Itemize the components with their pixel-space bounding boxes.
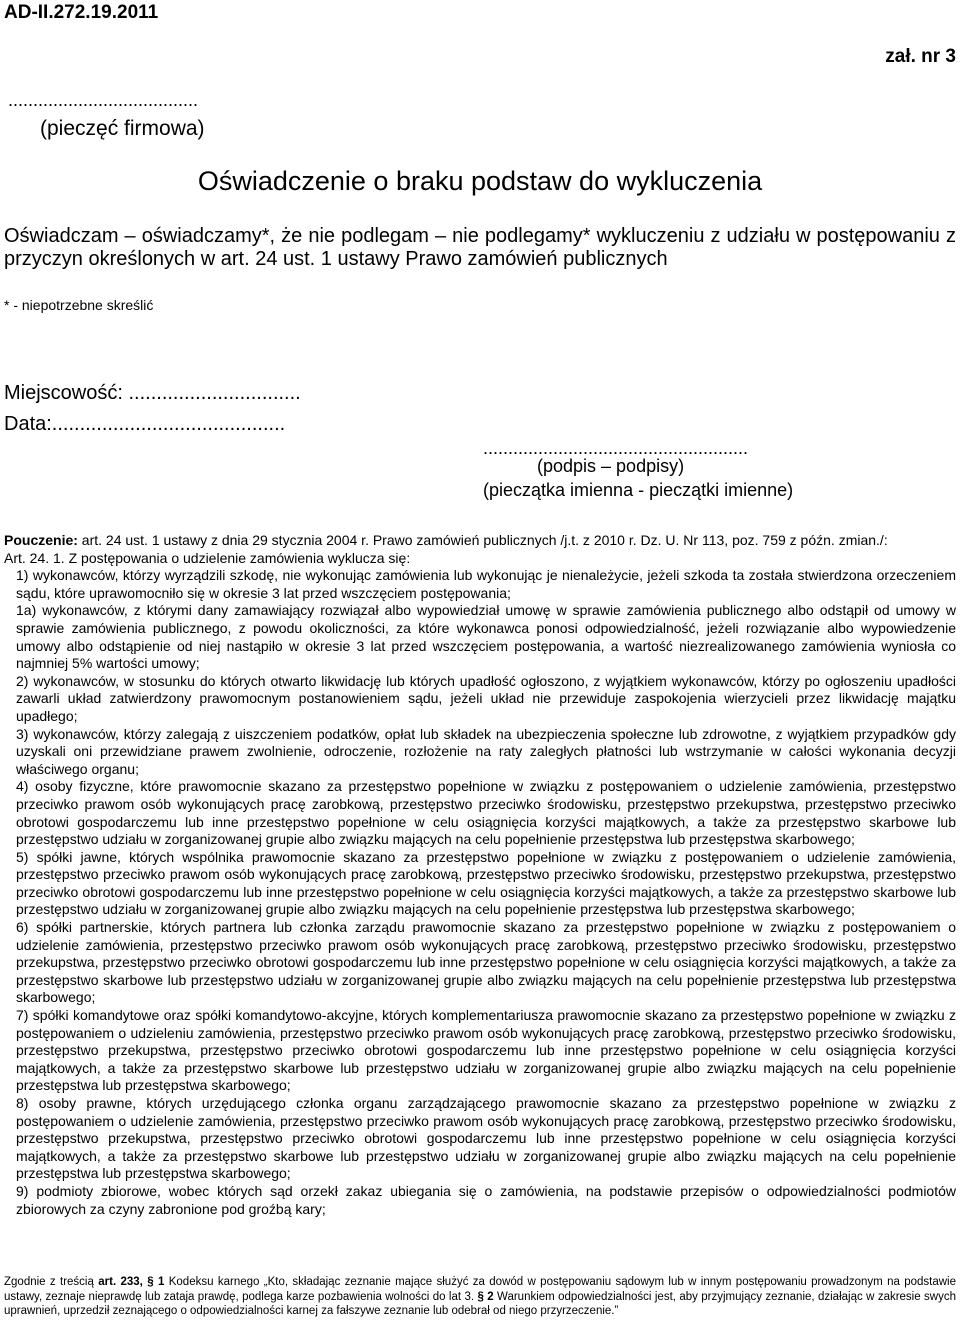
company-stamp-label: (pieczęć firmowa) <box>40 117 205 140</box>
signature-label: (podpis – podpisy) <box>537 456 685 476</box>
list-item: 8) osoby prawne, których urzędującego członka organu zarządzającego prawomocnie skazano za przestępstwo popełnione w związku z postępowaniem o udzielenie zamówienia, przestępstwo przeciwko prawom osób wykonujących pracę zarobkową, przestępstwo przeciwko środowisku, przestępstwo przekupstwa, przestępstwo przeciwko obrotowi gospodarczemu lub inne przestępstwo popełnione w celu osiągnięcia korzyści majątkowych, a także za przestępstwo skarbowe lub przestępstwo udziału w zorganizowanej grupie albo związku mających na celu popełnienie przestępstwa lub przestępstwa skarbowego; <box>16 1095 956 1182</box>
list-item: 6) spółki partnerskie, których partnera lub członka zarządu prawomocnie skazano za przestępstwo popełnione w związku z postępowaniem o udzielenie zamówienia, przestępstwo przeciwko prawom osób wykonujących pracę zarobkową, przestępstwo przeciwko środowisku, przestępstwo przekupstwa, przestępstwo przeciwko obrotowi gospodarczemu lub inne przestępstwo popełnione w celu osiągnięcia korzyści majątkowych, a także za przestępstwo skarbowe lub przestępstwo udziału w zorganizowanej grupie albo związku mających na celu popełnienie przestępstwa lub przestępstwa skarbowego; <box>16 919 956 1006</box>
footer-text-2: Warunkiem odpowiedzialności jest, aby przyjmujący zeznanie, działając w zakresie swych uprawnień, uprzedził zeznającego o odpowiedzialności karnej za fałszywe zeznanie lub odebrał od niego przyrzeczenie.” <box>4 1290 956 1317</box>
pouczenie-text: art. 24 ust. 1 ustawy z dnia 29 stycznia 2004 r. Prawo zamówień publicznych /j.t. z 2010 r. Dz. U. Nr 113, poz. 759 z późn. zmian./: <box>81 532 888 548</box>
date-field: Data:.......................................... <box>4 413 286 435</box>
name-stamp-label: (pieczątka imienna - pieczątki imienne) <box>483 480 794 500</box>
footer-article-ref: art. 233, § 1 <box>98 1276 165 1288</box>
list-item: 4) osoby fizyczne, które prawomocnie skazano za przestępstwo popełnione w związku z postępowaniem o udzielenie zamówienia, przestępstwo przeciwko prawom osób wykonujących pracę zarobkową, przestępstwo przeciwko środowisku, przestępstwo przekupstwa, przestępstwo przeciwko obrotowi gospodarczemu lub inne przestępstwo popełnione w celu osiągnięcia korzyści majątkowych, a także za przestępstwo skarbowe lub przestępstwo udziału w zorganizowanej grupie albo związku mających na celu popełnienie przestępstwa lub przestępstwa skarbowego; <box>16 778 956 848</box>
list-item: 2) wykonawców, w stosunku do których otwarto likwidację lub których upadłość ogłoszono, z wyjątkiem wykonawców, którzy po ogłoszeniu upadłości zawarli układ zatwierdzony prawomocnym postanowieniem sądu, jeżeli układ nie przewiduje zaspokojenia wierzycieli przez likwidację majątku upadłego; <box>16 672 956 724</box>
pouczenie-paragraph <box>4 532 956 550</box>
list-item: 1) wykonawców, którzy wyrządzili szkodę, nie wykonując zamówienia lub wykonując je nienależycie, jeżeli szkoda ta została stwierdzona orzeczeniem sądu, które uprawomocniło się w okresie 3 lat przed wszczęciem postępowania; <box>16 567 956 601</box>
list-item: 7) spółki komandytowe oraz spółki komandytowo-akcyjne, których komplementariusza prawomocnie skazano za przestępstwo popełnione w związku z postępowaniem o udzieleniu zamówienia, przestępstwo przeciwko prawom osób wykonujących pracę zarobkową, przestępstwo przeciwko środowisku, przestępstwo przekupstwa, przestępstwo przeciwko obrotowi gospodarczemu lub inne przestępstwo popełnione w celu osiągnięcia korzyści majątkowych, a także za przestępstwo skarbowe lub przestępstwo udziału w zorganizowanej grupie albo związku mających na celu popełnienie przestępstwa lub przestępstwa skarbowego; <box>16 1007 956 1094</box>
article-intro: Art. 24. 1. Z postępowania o udzielenie zamówienia wyklucza się: <box>4 549 411 566</box>
document-title: Oświadczenie o braku podstaw do wykluczenia <box>197 166 763 196</box>
footer-note <box>4 1275 956 1319</box>
pouczenie-label: Pouczenie: <box>4 532 78 548</box>
footer-section-ref: § 2 <box>477 1290 494 1303</box>
list-item: 3) wykonawców, którzy zalegają z uiszczeniem podatków, opłat lub składek na ubezpieczenia społeczne lub zdrowotne, z wyjątkiem przypadków gdy uzyskali oni przewidziane prawem zwolnienie, odroczenie, rozłożenie na raty zaległych płatności lub wstrzymanie w całości wykonania decyzji właściwego organu; <box>16 725 956 777</box>
attachment-label: zał. nr 3 <box>885 46 956 67</box>
strike-note: * - niepotrzebne skreślić <box>4 297 154 313</box>
company-stamp-line: ...................................... <box>8 90 199 110</box>
reference-number: AD-II.272.19.2011 <box>4 2 159 23</box>
place-field: Miejscowość: ............................... <box>4 382 301 404</box>
list-item: 5) spółki jawne, których wspólnika prawomocnie skazano za przestępstwo popełnione w związku z postępowaniem o udzielenie zamówienia, przestępstwo przeciwko prawom osób wykonujących pracę zarobkową, przestępstwo przeciwko środowisku, przestępstwo przekupstwa, przestępstwo przeciwko obrotowi gospodarczemu lub inne przestępstwo popełnione w celu osiągnięcia korzyści majątkowych, a także za przestępstwo skarbowe lub przestępstwo udziału w zorganizowanej grupie albo związku mających na celu popełnienie przestępstwa lub przestępstwa skarbowego; <box>16 848 956 918</box>
declaration-text: Oświadczam – oświadczamy*, że nie podlegam – nie podlegamy* wykluczeniu z udziału w postępowaniu z przyczyn określonych w art. 24 ust. 1 ustawy Prawo zamówień publicznych <box>4 225 956 270</box>
list-item: 9) podmioty zbiorowe, wobec których sąd orzekł zakaz ubiegania się o zamówienia, na podstawie przepisów o odpowiedzialności podmiotów zbiorowych za czyny zabronione pod groźbą kary; <box>16 1182 956 1217</box>
legal-notice <box>4 532 956 1218</box>
footer-prefix: Zgodnie z treścią <box>4 1276 94 1288</box>
list-item: 1a) wykonawców, z którymi dany zamawiający rozwiązał albo wypowiedział umowę w sprawie zamówienia publicznego albo odstąpił od umowy w sprawie zamówienia publicznego, z powodu okoliczności, za które wykonawca ponosi odpowiedzialność, jeżeli rozwiązanie albo wypowiedzenie umowy albo odstąpienie od niej nastąpiło w okresie 3 lat przed wszczęciem postępowania, a wartość niezrealizowanego zamówienia wyniosła co najmniej 5% wartości umowy; <box>16 602 956 672</box>
footer-text-1: Kodeksu karnego „Kto, składając zeznanie mające służyć za dowód w postępowaniu sądowym lub w innym postępowaniu prowadzonym na podstawie ustawy, zeznaje nieprawdę lub zataja prawdę, podlega karze pozbawienia wolności do lat 3. <box>4 1276 956 1303</box>
signature-line: ..................................................... <box>483 438 749 458</box>
